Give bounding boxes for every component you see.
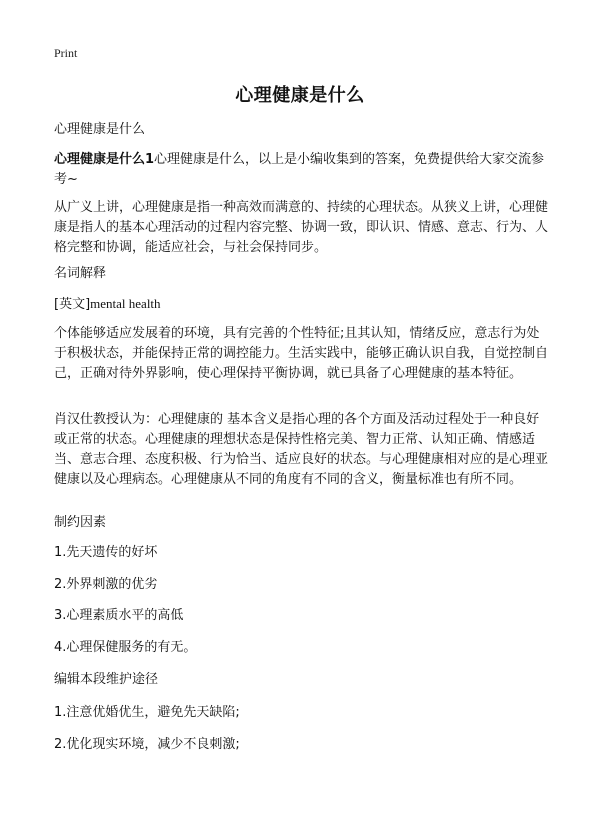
maintenance-item-1: 1.注意优婚优生，避免先天缺陷; — [54, 705, 240, 720]
maintenance-item-2: 2.优化现实环境，减少不良刺激; — [54, 737, 240, 752]
factor-item-2: 2.外界刺激的优劣 — [54, 577, 158, 592]
factor-item-3: 3.心理素质水平的高低 — [54, 608, 184, 623]
english-term-line — [54, 294, 550, 315]
professor-paragraph: 肖汉仕教授认为：心理健康的 基本含义是指心理的各个方面及活动过程处于一种良好或正常的状态。心理健康的理想状态是保持性格完美、智力正常、认知正确、情感适当、意志合理、态度积极、行为恰当、适应良好的状态。与心理健康相对应的是心理亚健康以及心理病态。心理健康从不同的角度有不同的含义，衡量标准也有所不同。 — [54, 412, 549, 487]
definition-paragraph: 从广义上讲，心理健康是指一种高效而满意的、持续的心理状态。从狭义上讲，心理健康是指人的基本心理活动的过程内容完整、协调一致，即认识、情感、意志、行为、人格完整和协调，能适应社会，与社会保持同步。 — [54, 200, 549, 255]
intro-bold-text: 心理健康是什么1 — [54, 152, 155, 167]
factors-section-heading: 制约因素 — [54, 515, 107, 530]
english-term: mental health — [90, 296, 161, 311]
term-section-heading: 名词解释 — [54, 266, 107, 281]
document-title: 心理健康是什么 — [235, 85, 365, 106]
intro-text: 心理健康是什么，以上是小编收集到的答案，免费提供给大家交流参考~ — [54, 152, 545, 187]
intro-paragraph — [54, 150, 550, 190]
document-subtitle: 心理健康是什么 — [54, 122, 146, 137]
factor-item-1: 1.先天遗传的好坏 — [54, 545, 158, 560]
print-label: Print — [54, 46, 78, 60]
individual-paragraph: 个体能够适应发展着的环境，具有完善的个性特征;且其认知，情绪反应，意志行为处于积极状态，并能保持正常的调控能力。生活实践中，能够正确认识自我，自觉控制自己，正确对待外界影响，使心理保持平衡协调，就已具备了心理健康的基本特征。 — [54, 326, 549, 381]
maintenance-section-heading: 编辑本段维护途径 — [54, 672, 159, 687]
english-term-prefix: [英文] — [54, 297, 91, 312]
factor-item-4: 4.心理保健服务的有无。 — [54, 640, 197, 655]
